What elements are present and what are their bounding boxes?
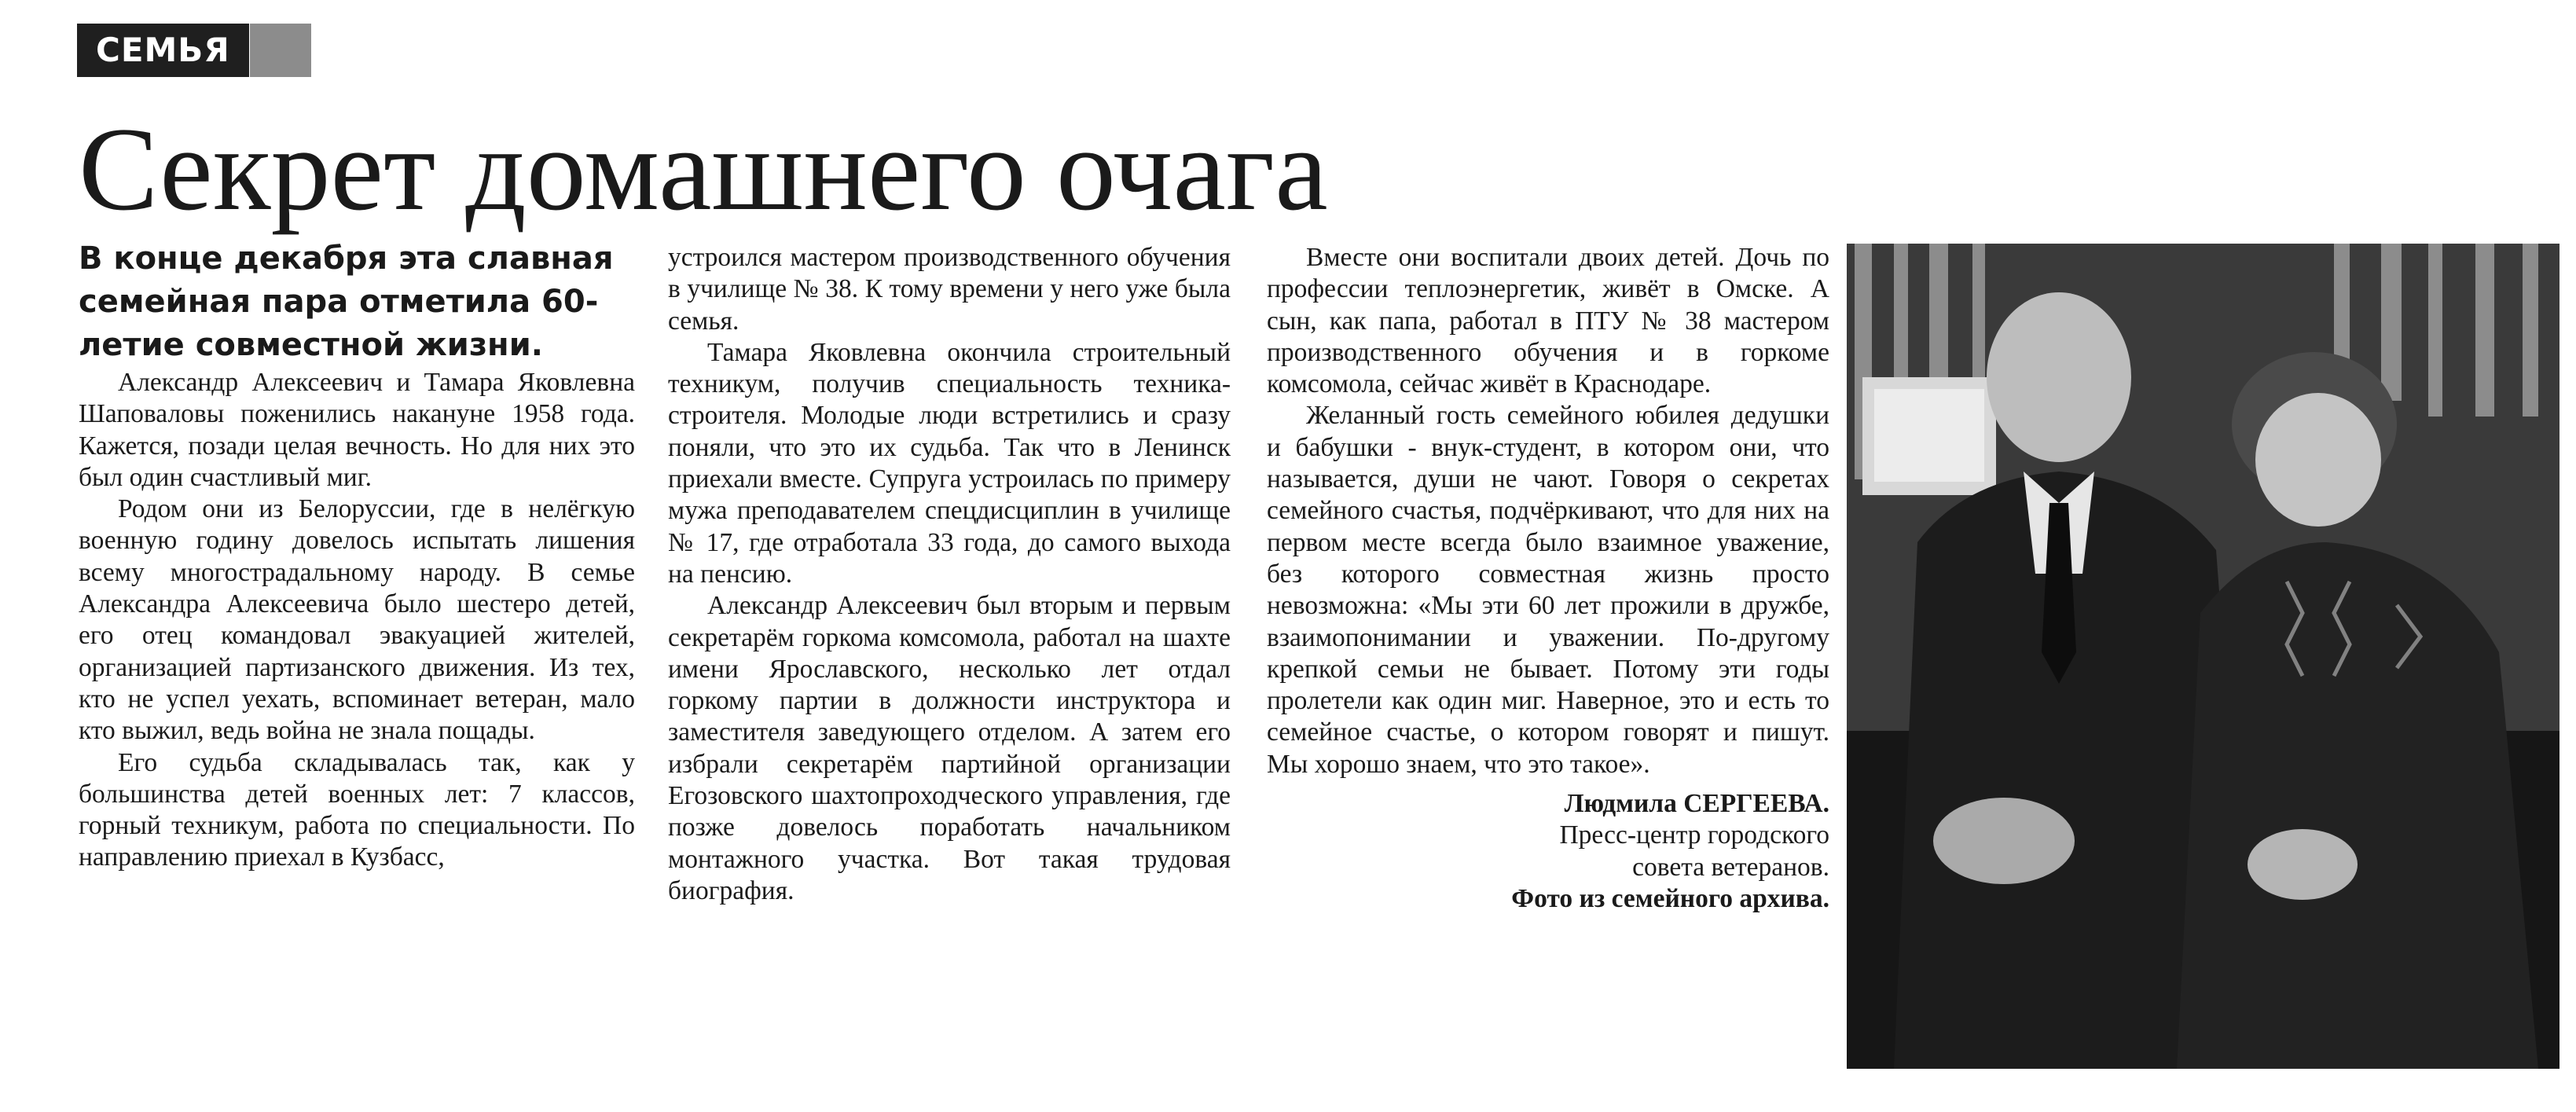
paragraph: устроился мастером производственного обучения в училище № 38. К тому времени у него уже была семья. <box>668 243 1231 336</box>
author-organization: Пресс-центр городского <box>1559 820 1829 850</box>
rubric-label: СЕМЬЯ <box>77 24 249 77</box>
paragraph: Тамара Яковлевна окончила строительный техникум, получив специальность техника-строителя. Молодые люди встретились и сразу поняли, что это их судьба. Так что в Ленинск приехали вместе. Супруга устроилась по примеру мужа преподавателем спецдисциплин в училище № 17, где отработала 33 года, до самого выхода на пенсию. <box>668 337 1231 589</box>
article-column-2 <box>668 242 1231 907</box>
article-column-1 <box>79 237 635 874</box>
author-name: Людмила СЕРГЕЕВА. <box>1564 789 1829 819</box>
author-organization: совета ветеранов. <box>1632 852 1829 882</box>
photo-credit: Фото из семейного архива. <box>1511 883 1829 913</box>
paragraph: Родом они из Белоруссии, где в нелёгкую военную годину довелось испытать лишения всему многострадальному народу. В семье Александра Алексеевича было шестеро детей, его отец командовал эвакуацией жителей, организацией партизанского движения. Из тех, кто не успел уехать, вспоминает ветеран, мало кто выжил, ведь война не знала пощады. <box>79 494 635 746</box>
article-lead: В конце декабря эта славная семейная пара отметила 60-летие совместной жизни. <box>79 240 614 363</box>
paragraph: Александр Алексеевич был вторым и первым секретарём горкома комсомола, работал на шахте имени Ярославского, несколько лет отдал горкому партии в должности инструктора и заместителя заведующего отделом. А затем его избрали секретарём партийной организации Егозовского шахтопроходческого управления, где позже довелось поработать начальником монтажного участка. Вот такая трудовая биография. <box>668 591 1231 905</box>
article-headline: Секрет домашнего очага <box>79 103 1328 235</box>
signature-block <box>1267 788 1829 915</box>
rubric-square <box>250 24 311 77</box>
paragraph: Желанный гость семейного юбилея дедушки и бабушки - внук-студент, в котором они, что называется, души не чают. Говоря о секретах семейного счастья, подчёркивают, что для них на первом месте всегда было взаимное уважение, без которого совместная жизнь просто невозможна: «Мы эти 60 лет прожили в дружбе, взаимопонимании и уважении. По-другому крепкой семьи не бывает. Потому эти годы пролетели как один миг. Наверное, это и есть то семейное счастье, о котором говорят и пишут. Мы хорошо знаем, что это такое». <box>1267 401 1829 779</box>
paragraph: Александр Алексеевич и Тамара Яковлевна Шаповаловы поженились накануне 1958 года. Кажется, позади целая вечность. Но для них это был один счастливый миг. <box>79 368 635 492</box>
paragraph: Его судьба складывалась так, как у большинства детей военных лет: 7 классов, горный техникум, работа по специальности. По направлению приехал в Кузбасс, <box>79 747 635 872</box>
paragraph: Вместе они воспитали двоих детей. Дочь по профессии теплоэнергетик, живёт в Омске. А сын, как папа, работал в ПТУ № 38 мастером производственного обучения и в горкоме комсомола, сейчас живёт в Краснодаре. <box>1267 243 1829 399</box>
family-photo <box>1847 244 2559 1069</box>
article-column-3 <box>1267 242 1829 915</box>
